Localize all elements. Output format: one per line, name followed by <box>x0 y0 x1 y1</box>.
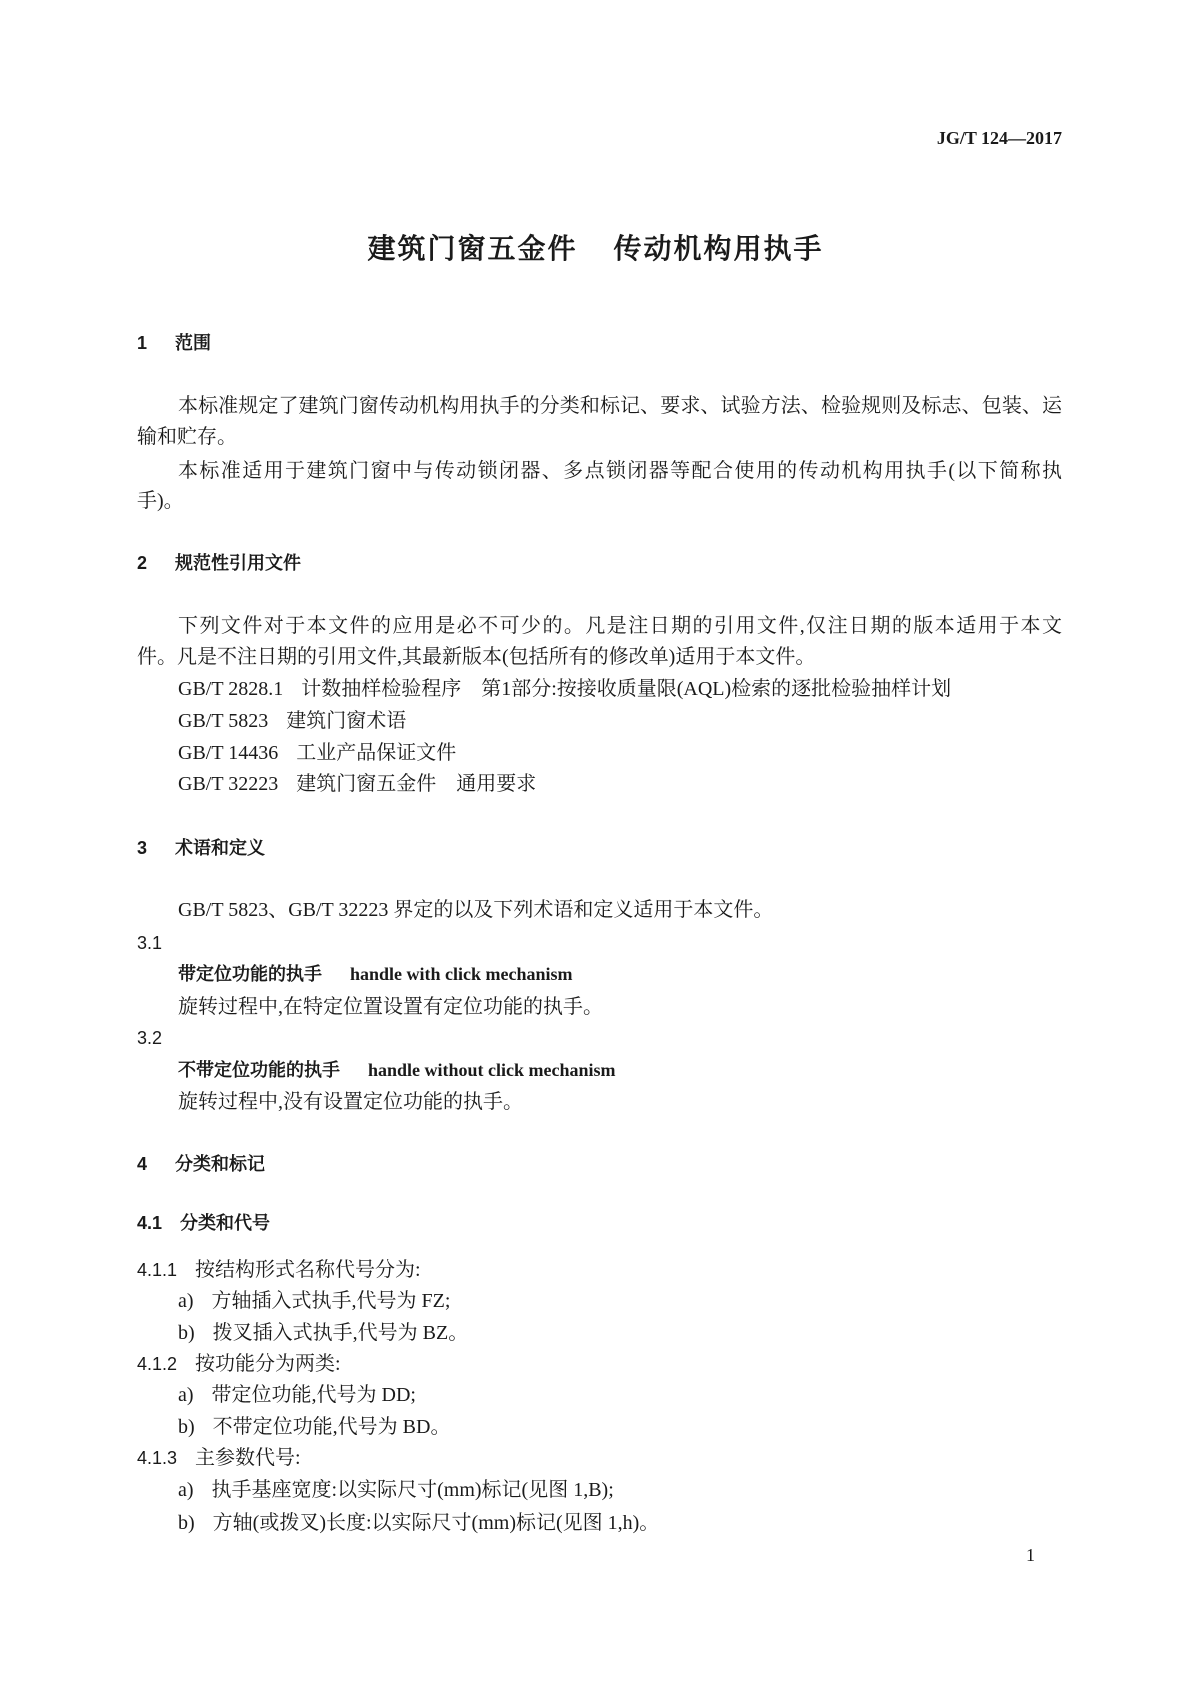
clause-4-1-2: 4.1.2 按功能分为两类: <box>137 1353 341 1375</box>
section-2-heading: 2 规范性引用文件 <box>137 553 302 573</box>
term-definition: 旋转过程中,没有设置定位功能的执手。 <box>178 1091 523 1113</box>
section-3-heading: 3 术语和定义 <box>137 838 266 858</box>
document-title <box>0 233 1191 265</box>
paragraph-line: 件。凡是不注日期的引用文件,其最新版本(包括所有的修改单)适用于本文件。 <box>137 646 816 668</box>
paragraph-line: 下列文件对于本文件的应用是必不可少的。凡是注日期的引用文件,仅注日期的版本适用于本文 <box>178 615 1062 637</box>
title-main: 建筑门窗五金件 <box>367 233 578 264</box>
title-sub: 传动机构用执手 <box>613 233 824 264</box>
list-item: a) 方轴插入式执手,代号为 FZ; <box>178 1290 451 1312</box>
clause-4-1-3: 4.1.3 主参数代号: <box>137 1447 301 1469</box>
paragraph-line: 本标准适用于建筑门窗中与传动锁闭器、多点锁闭器等配合使用的传动机构用执手(以下简称执 <box>178 460 1062 482</box>
list-item: a) 带定位功能,代号为 DD; <box>178 1384 416 1406</box>
list-item: b) 方轴(或拨叉)长度:以实际尺寸(mm)标记(见图 1,h)。 <box>178 1512 660 1534</box>
term-number: 3.2 <box>137 1028 163 1048</box>
paragraph-line: GB/T 5823、GB/T 32223 界定的以及下列术语和定义适用于本文件。 <box>178 899 774 921</box>
reference-item: GB/T 2828.1 计数抽样检验程序 第1部分:按接收质量限(AQL)检索的逐批检验抽样计划 <box>178 678 952 700</box>
term-title: 不带定位功能的执手 handle without click mechanism <box>178 1060 616 1080</box>
list-item: a) 执手基座宽度:以实际尺寸(mm)标记(见图 1,B); <box>178 1479 614 1501</box>
section-4-heading: 4 分类和标记 <box>137 1154 266 1174</box>
reference-item: GB/T 14436 工业产品保证文件 <box>178 742 457 764</box>
term-title: 带定位功能的执手 handle with click mechanism <box>178 964 573 984</box>
paragraph-line: 输和贮存。 <box>137 426 237 448</box>
page-number: 1 <box>1026 1545 1035 1565</box>
term-definition: 旋转过程中,在特定位置设置有定位功能的执手。 <box>178 996 603 1018</box>
term-number: 3.1 <box>137 933 163 953</box>
paragraph-line: 本标准规定了建筑门窗传动机构用执手的分类和标记、要求、试验方法、检验规则及标志、包装、运 <box>178 395 1062 417</box>
reference-item: GB/T 32223 建筑门窗五金件 通用要求 <box>178 773 537 795</box>
standard-code: JG/T 124—2017 <box>936 128 1062 148</box>
paragraph-line: 手)。 <box>137 490 184 512</box>
section-4-1-heading: 4.1 分类和代号 <box>137 1213 271 1233</box>
clause-4-1-1: 4.1.1 按结构形式名称代号分为: <box>137 1259 421 1281</box>
list-item: b) 不带定位功能,代号为 BD。 <box>178 1416 451 1438</box>
list-item: b) 拨叉插入式执手,代号为 BZ。 <box>178 1322 469 1344</box>
reference-item: GB/T 5823 建筑门窗术语 <box>178 710 407 732</box>
section-1-heading: 1 范围 <box>137 333 212 353</box>
